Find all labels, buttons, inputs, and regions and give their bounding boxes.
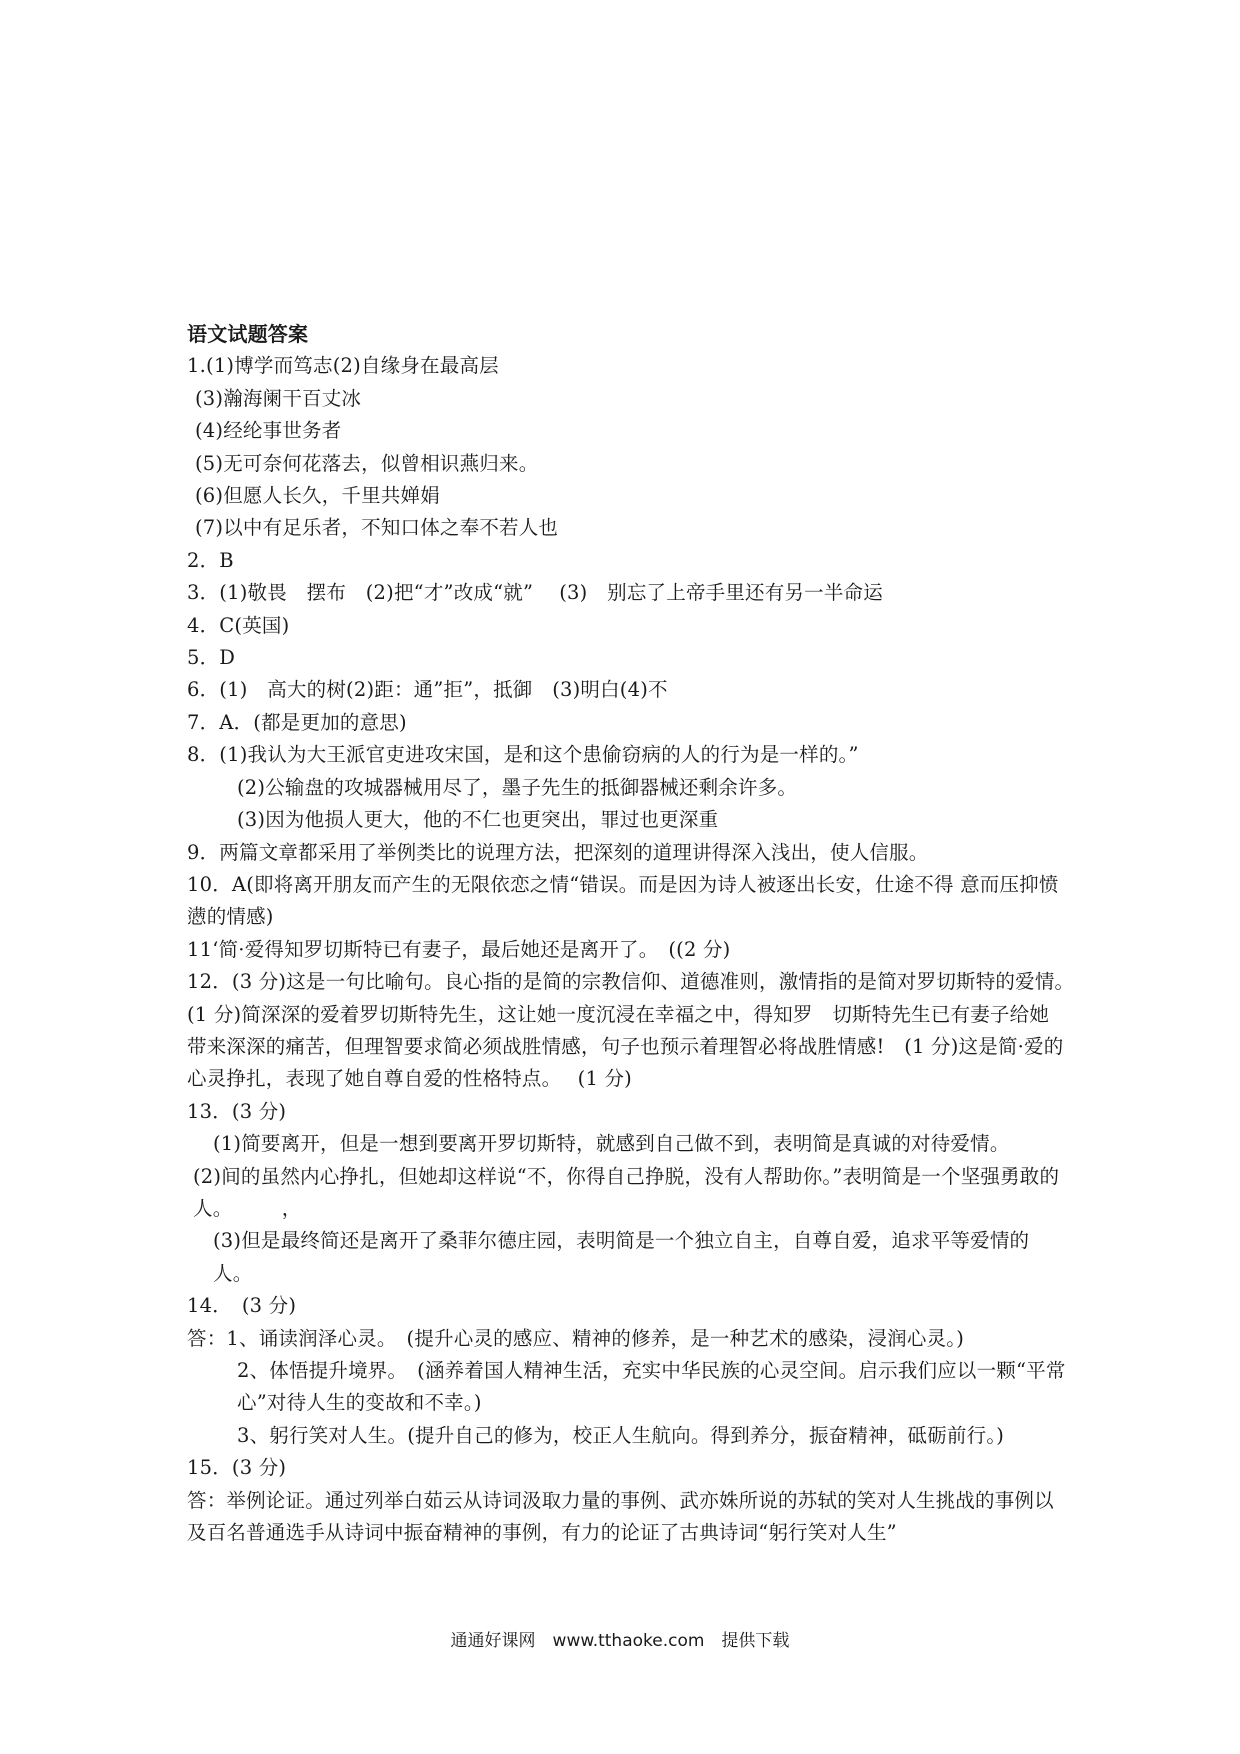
answer-12: 12．(3 分)这是一句比喻句。良心指的是简的宗教信仰、道德准则，激情指的是简对罗切斯特的爱情。 (1 分)简深深的爱着罗切斯特先生，这让她一度沉浸在幸福之中，得知罗 切斯特先生已有妻子给她带来深深的痛苦，但理智要求简必须战胜情感，句子也预示着理智必将战胜情感! (1 分)这是简·爱的心灵挣扎，表现了她自尊自爱的性格特点。 (1 分): [187, 970, 1085, 1091]
answer-1-part-5: (5)无可奈何花落去，似曾相识燕归来。: [195, 451, 539, 475]
answer-8: 8．(1)我认为大王派官吏进攻宋国，是和这个患偷窃病的人的行为是一样的。”: [187, 743, 859, 767]
answer-14-point-2: 2、体悟提升境界。 (涵养着国人精神生活，充实中华民族的心灵空间。启示我们应以一颗“平常心”对待人生的变故和不幸。): [237, 1359, 1066, 1415]
answer-1-part-4: (4)经纶事世务者: [195, 419, 342, 443]
answer-9: 9．两篇文章都采用了举例类比的说理方法，把深刻的道理讲得深入浅出，使人信服。: [187, 840, 929, 864]
answer-14: 14． (3 分): [187, 1294, 297, 1318]
answer-4: 4．C(英国): [187, 613, 290, 637]
answer-1-part-3: (3)瀚海阑干百丈冰: [195, 386, 362, 410]
answer-10: 10．A(即将离开朋友而产生的无限依恋之情“错误。而是因为诗人被逐出长安，仕途不得 意而压抑愤懑的情感): [187, 872, 1059, 929]
answer-2: 2．B: [187, 548, 234, 572]
page-title: 语文试题答案: [187, 322, 309, 346]
answer-6: 6．(1) 高大的树(2)距：通”拒”，抵御 (3)明白(4)不: [187, 678, 668, 702]
answer-14-point-1: 答：1、诵读润泽心灵。 (提升心灵的感应、精神的修养，是一种艺术的感染，浸润心灵。): [187, 1326, 965, 1350]
answer-content: [187, 318, 1085, 1549]
answer-8-part-2: (2)公输盘的攻城器械用尽了，墨子先生的抵御器械还剩余许多。: [237, 775, 798, 799]
answer-5: 5．D: [187, 646, 236, 670]
answer-13-part-2: (2)间的虽然内心挣扎，但她却这样说“不，你得自己挣脱，没有人帮助你。”表明简是一个坚强勇敢的人。 ，: [193, 1164, 1060, 1220]
answer-11: 11‘简·爱得知罗切斯特已有妻子，最后她还是离开了。 ((2 分): [187, 937, 731, 961]
answer-8-part-3: (3)因为他损人更大，他的不仁也更突出，罪过也更深重: [237, 808, 719, 832]
answer-13: 13．(3 分): [187, 1099, 287, 1123]
answer-15: 15．(3 分): [187, 1456, 287, 1480]
answer-14-point-3: 3、躬行笑对人生。(提升自己的修为，校正人生航向。得到养分，振奋精神，砥砺前行。): [237, 1423, 1005, 1447]
answer-7: 7．A．(都是更加的意思): [187, 710, 407, 734]
answer-1-part-6: (6)但愿人长久，千里共婵娟: [195, 484, 440, 508]
answer-1: 1.(1)博学而笃志(2)自缘身在最高层: [187, 354, 499, 378]
answer-15-text: 答：举例论证。通过列举白茹云从诗词汲取力量的事例、武亦姝所说的苏轼的笑对人生挑战的事例以及百名普通选手从诗词中振奋精神的事例，有力的论证了古典诗词“躬行笑对人生”: [187, 1488, 1054, 1545]
answer-3: 3．(1)敬畏 摆布 (2)把“才”改成“就” (3) 别忘了上帝手里还有另一半命运: [187, 581, 883, 605]
answer-13-part-1: (1)简要离开，但是一想到要离开罗切斯特，就感到自己做不到，表明简是真诚的对待爱情。: [213, 1132, 1010, 1156]
answer-1-part-7: (7)以中有足乐者，不知口体之奉不若人也: [195, 516, 559, 540]
answer-13-part-3: (3)但是最终简还是离开了桑菲尔德庄园，表明简是一个独立自主，自尊自爱，追求平等爱情的人。: [213, 1229, 1030, 1285]
footer-credit: 通通好课网 www.tthaoke.com 提供下载: [450, 1631, 790, 1651]
